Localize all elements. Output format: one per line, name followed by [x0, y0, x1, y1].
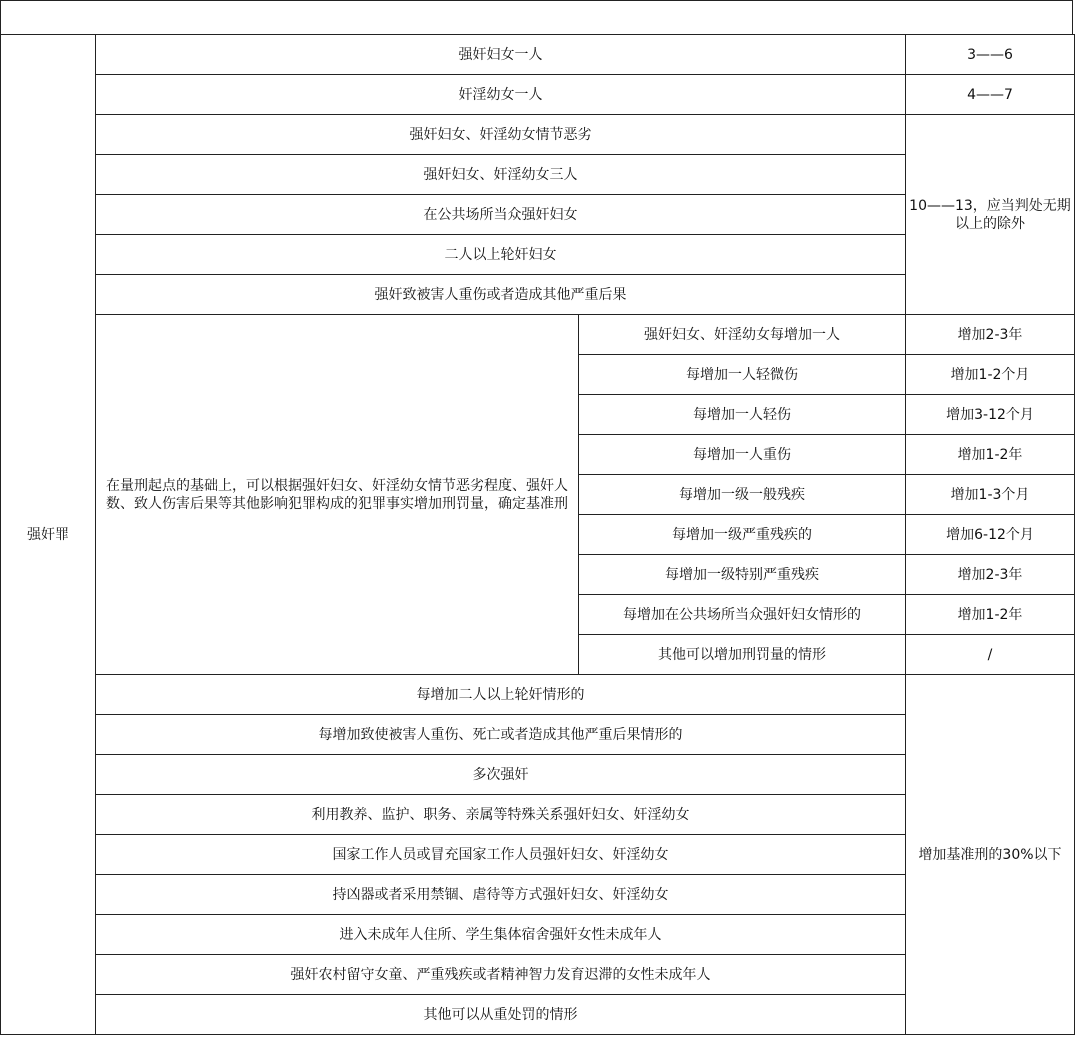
penalty-cell-aggravated: 10——13，应当判处无期以上的除外: [906, 115, 1075, 315]
circumstance-cell: 多次强奸: [96, 755, 906, 795]
circumstance-cell: 每增加在公共场所当众强奸妇女情形的: [579, 595, 906, 635]
penalty-cell: 增加1-2年: [906, 435, 1075, 475]
circumstance-cell: 每增加致使被害人重伤、死亡或者造成其他严重后果情形的: [96, 715, 906, 755]
additional-description-cell: 在量刑起点的基础上，可以根据强奸妇女、奸淫幼女情节恶劣程度、强奸人数、致人伤害后果等其他影响犯罪构成的犯罪事实增加刑罚量，确定基准刑: [96, 315, 579, 675]
circumstance-cell: 每增加一级特别严重残疾: [579, 555, 906, 595]
sentencing-table: [0, 34, 1075, 1035]
circumstance-cell: 每增加一人轻伤: [579, 395, 906, 435]
circumstance-cell: 每增加一人轻微伤: [579, 355, 906, 395]
circumstance-cell: 在公共场所当众强奸妇女: [96, 195, 906, 235]
table-row: [1, 675, 1075, 715]
penalty-cell: 增加1-3个月: [906, 475, 1075, 515]
penalty-cell: /: [906, 635, 1075, 675]
circumstance-cell: 其他可以增加刑罚量的情形: [579, 635, 906, 675]
circumstance-cell: 利用教养、监护、职务、亲属等特殊关系强奸妇女、奸淫幼女: [96, 795, 906, 835]
circumstance-cell: 强奸妇女、奸淫幼女三人: [96, 155, 906, 195]
table-top-header-strip: [0, 0, 1073, 34]
crime-name-cell: 强奸罪: [1, 35, 96, 1035]
circumstance-cell: 每增加一级严重残疾的: [579, 515, 906, 555]
table-row: [1, 115, 1075, 155]
circumstance-cell: 进入未成年人住所、学生集体宿舍强奸女性未成年人: [96, 915, 906, 955]
penalty-cell: 4——7: [906, 75, 1075, 115]
circumstance-cell: 每增加一级一般残疾: [579, 475, 906, 515]
circumstance-cell: 强奸致被害人重伤或者造成其他严重后果: [96, 275, 906, 315]
penalty-cell-heavier: 增加基准刑的30%以下: [906, 675, 1075, 1035]
table-row: [1, 315, 1075, 355]
circumstance-cell: 国家工作人员或冒充国家工作人员强奸妇女、奸淫幼女: [96, 835, 906, 875]
penalty-cell: 增加3-12个月: [906, 395, 1075, 435]
circumstance-cell: 强奸农村留守女童、严重残疾或者精神智力发育迟滞的女性未成年人: [96, 955, 906, 995]
circumstance-cell: 奸淫幼女一人: [96, 75, 906, 115]
table-row: [1, 35, 1075, 75]
penalty-cell: 增加6-12个月: [906, 515, 1075, 555]
penalty-cell: 增加2-3年: [906, 555, 1075, 595]
circumstance-cell: 强奸妇女、奸淫幼女每增加一人: [579, 315, 906, 355]
penalty-cell: 增加1-2年: [906, 595, 1075, 635]
circumstance-cell: 每增加一人重伤: [579, 435, 906, 475]
circumstance-cell: 持凶器或者采用禁锢、虐待等方式强奸妇女、奸淫幼女: [96, 875, 906, 915]
circumstance-cell: 二人以上轮奸妇女: [96, 235, 906, 275]
circumstance-cell: 强奸妇女、奸淫幼女情节恶劣: [96, 115, 906, 155]
penalty-cell: 3——6: [906, 35, 1075, 75]
circumstance-cell: 每增加二人以上轮奸情形的: [96, 675, 906, 715]
circumstance-cell: 其他可以从重处罚的情形: [96, 995, 906, 1035]
circumstance-cell: 强奸妇女一人: [96, 35, 906, 75]
penalty-cell: 增加1-2个月: [906, 355, 1075, 395]
penalty-cell: 增加2-3年: [906, 315, 1075, 355]
table-row: [1, 75, 1075, 115]
